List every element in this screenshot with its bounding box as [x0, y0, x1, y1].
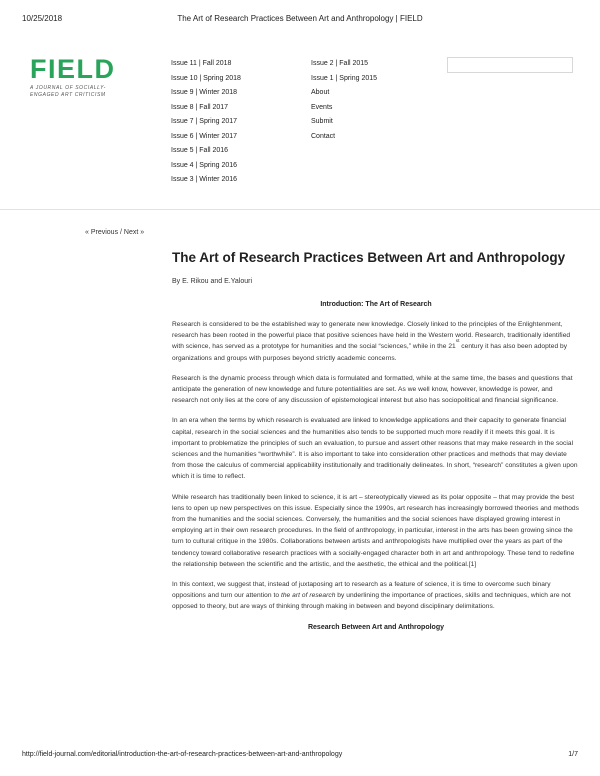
nav-link-issue-5[interactable]: Issue 5 | Fall 2016: [171, 147, 229, 154]
print-page-title: The Art of Research Practices Between Art and Anthropology | FIELD: [177, 14, 423, 23]
nav-link-issue-9[interactable]: Issue 9 | Winter 2018: [171, 89, 238, 96]
print-footer: [22, 751, 578, 763]
paragraph-5: In this context, we suggest that, instead of juxtaposing art to research as a feature of science, it is time to overcome such binary oppositions and turn our attention to the art of research by underlining the importance of practices, skills and techniques, which are not opposed to theory, but are ways of thinking through making in between and beyond disciplinary delimitations.: [172, 581, 571, 611]
secondary-nav: [311, 57, 377, 144]
header-divider: [0, 209, 600, 210]
nav-link-contact[interactable]: Contact: [311, 132, 336, 140]
section-heading-introduction: Introduction: The Art of Research: [320, 301, 432, 308]
paragraph-2: Research is the dynamic process through which data is formulated and formatted, while at the same time, the bases and questions that anticipate the generation of new knowledge and future potentialities are set. As we well know, however, knowledge is power, and research not only lies at the core of any discussion of epistemological interest but also has sociopolitical and financial significance.: [172, 374, 573, 405]
nav-link-issue-2[interactable]: Issue 2 | Fall 2015: [311, 60, 369, 67]
print-header: [22, 14, 578, 26]
nav-link-submit[interactable]: Submit: [311, 118, 333, 125]
nav-link-issue-4[interactable]: Issue 4 | Spring 2016: [171, 161, 238, 169]
logo-tagline: A JOURNAL OF SOCIALLY-ENGAGED ART CRITICISM: [30, 85, 106, 98]
logo-wordmark: FIELD: [30, 54, 116, 84]
previous-link[interactable]: « Previous: [85, 229, 119, 236]
paragraph-4: While research has traditionally been linked to science, it is art – stereotypically viewed as its polar opposite – that may provide the best lens to open up new perspectives on this issue. Especially since the 1990s, art research has increasingly borrowed theories and methods from the humanities and the social sciences. Conversely, the humanities and the social sciences have displayed growing interest in employing art in their own research procedures. In the field of anthropology, in particular, interest in the arts has been growing since the turn to cultural critique in the 1980s. Collaborations between artists and anthropologists have multiplied over the years as part of the tendency toward collaborative research practices with a socially-engaged character both in art and anthropology. These tend to redefine the relationship between the scientific and the artistic, and the aesthetic, the ethical and the political.[1]: [172, 493, 579, 568]
article-body: [172, 319, 580, 613]
nav-link-issue-11[interactable]: Issue 11 | Fall 2018: [171, 60, 232, 67]
next-link[interactable]: Next »: [123, 229, 145, 236]
nav-link-issue-8[interactable]: Issue 8 | Fall 2017: [171, 103, 229, 111]
issues-nav: [171, 57, 241, 188]
paragraph-1: Research is considered to be the established way to generate new knowledge. Closely linked to the principles of the Enlightenment, research has been rooted in the powerful place that positive sciences have held in the Western world. Research, traditionally identified with science, has served as a prototype for humanities and the social “sciences,” while in the 21st century it has also been adopted by organizations and groups with purposes beyond strictly academic concerns.: [172, 321, 571, 362]
pager-separator: /: [118, 229, 124, 236]
section-heading-research-between: Research Between Art and Anthropology: [307, 623, 444, 631]
article: [172, 249, 580, 633]
search-input[interactable]: [447, 57, 573, 73]
emphasis-art-of-research: the art of research: [280, 592, 336, 600]
print-url: http://field-journal.com/editorial/introduction-the-art-of-research-practices-between-art-and-anthropology: [22, 751, 343, 758]
paragraph-3: In an era when the terms by which research is evaluated are linked to knowledge applications and their capacity to generate financial capital, research in the social sciences and the humanities also tends to be supported much more readily if it meets this goal. It is important to problematize the principles of such an evaluation, to pursue and assert other reasons that may make research in the social sciences and the humanities “worthwhile”. It is also important to take into consideration other practices and methods that may deviate from those the calculus of commercial applicability institutionally and traditionally delineates. In short, “research” constitutes a given upon which it is time to reflect.: [172, 417, 578, 481]
article-title: The Art of Research Practices Between Art and Anthropology: [172, 250, 566, 265]
nav-link-issue-6[interactable]: Issue 6 | Winter 2017: [171, 132, 238, 140]
nav-link-about[interactable]: About: [311, 89, 330, 96]
print-page-number: 1/7: [568, 751, 578, 758]
nav-link-events[interactable]: Events: [311, 103, 333, 111]
nav-link-issue-3[interactable]: Issue 3 | Winter 2016: [171, 176, 238, 183]
field-logo[interactable]: [30, 56, 130, 98]
nav-link-issue-1[interactable]: Issue 1 | Spring 2015: [311, 74, 378, 82]
print-date: 10/25/2018: [22, 14, 63, 23]
ordinal-suffix: st: [455, 338, 460, 344]
article-byline: By E. Rikou and E.Yalouri: [172, 278, 253, 285]
nav-link-issue-10[interactable]: Issue 10 | Spring 2018: [171, 74, 241, 82]
nav-link-issue-7[interactable]: Issue 7 | Spring 2017: [171, 118, 238, 125]
article-pager: [85, 229, 144, 236]
